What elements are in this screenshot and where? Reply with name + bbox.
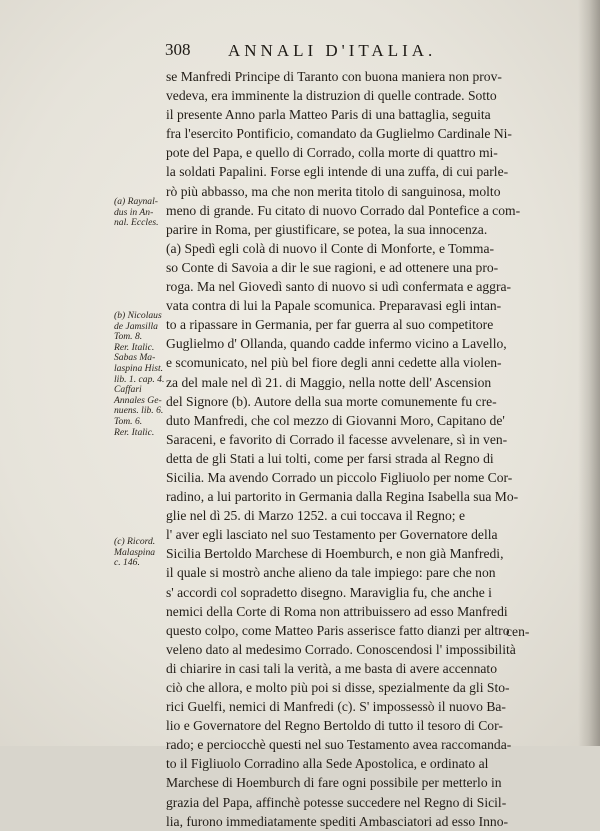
margin-note-c xyxy=(114,537,155,569)
page-spine-shadow xyxy=(578,0,600,746)
text-line: il quale si mostrò anche alieno da tale impiego: pare che non xyxy=(166,565,496,581)
margin-note-line: (b) Nicolaus xyxy=(114,310,162,321)
text-line: fra l'esercito Pontificio, comandato da Guglielmo Cardinale Ni- xyxy=(166,126,512,142)
margin-note-line: laspina Hist. xyxy=(114,362,164,374)
margin-note-line: (c) Ricord. xyxy=(114,536,156,547)
text-line: (a) Spedì egli colà di nuovo il Conte di Monforte, e Tomma- xyxy=(166,240,495,256)
text-line: l' aver egli lasciato nel suo Testamento per Governatore della xyxy=(166,527,498,543)
margin-note-line: lib. 1. cap. 4. xyxy=(114,373,165,385)
catchword: cen- xyxy=(506,624,530,639)
running-title: ANNALI D'ITALIA. xyxy=(228,41,437,60)
text-line: questo colpo, come Matteo Paris asserisce fatto dianzi per altro xyxy=(166,622,510,638)
text-line: grazia del Papa, affinchè potesse succedere nel Regno di Sicil- xyxy=(166,794,507,810)
margin-note-line: dus in An- xyxy=(114,206,154,218)
margin-note-line: (a) Raynal- xyxy=(114,196,158,207)
text-line: rò più abbasso, ma che non merita titolo di sanguinosa, molto xyxy=(166,183,501,199)
page-number: 308 xyxy=(165,40,191,59)
text-line: duto Manfredi, che col mezzo di Giovanni Moro, Capitano de' xyxy=(166,412,505,428)
text-line: so Conte di Savoia a dir le sue ragioni, e ad ottenere una pro- xyxy=(166,259,499,275)
text-line: se Manfredi Principe di Taranto con buona maniera non prov- xyxy=(166,69,502,84)
text-line: il presente Anno parla Matteo Paris di una battaglia, seguita xyxy=(166,107,491,123)
margin-note-line: de Jamsilla xyxy=(114,320,158,332)
margin-note-b xyxy=(114,311,164,438)
text-line: detta de gli Stati a lui tolti, come per farsi strada al Regno di xyxy=(166,450,494,466)
page-header xyxy=(0,40,600,64)
text-line: Guglielmo d' Ollanda, quando cadde infermo vicino a Lavello, xyxy=(166,336,507,352)
text-line: rado; e perciocchè questi nel suo Testamento avea raccomanda- xyxy=(166,737,512,753)
text-line: ciò che allora, e molto più poi si disse, spezialmente da gli Sto- xyxy=(166,680,510,695)
text-line: Saraceni, e favorito di Corrado il facesse avvelenare, sì in ven- xyxy=(166,431,508,447)
margin-note-line: Malaspina xyxy=(114,546,156,558)
text-line: Sicilia Bertoldo Marchese di Hoemburch, e non già Manfredi, xyxy=(166,546,504,562)
text-line: lia, furono immediatamente spediti Ambasciatori ad esso Inno- xyxy=(166,813,509,829)
margin-note-a xyxy=(114,197,159,229)
margin-note-line: Sabas Ma- xyxy=(114,352,156,364)
text-line: nemici della Corte di Roma non attribuissero ad esso Manfredi xyxy=(166,603,508,619)
text-line: e scomunicato, nel più bel fiore degli anni cedette alla violen- xyxy=(166,355,502,371)
text-line: Sicilia. Ma avendo Corrado un piccolo Figliuolo per nome Cor- xyxy=(166,469,513,485)
text-line: parire in Roma, per giustificare, se potea, la sua innocenza. xyxy=(166,221,488,237)
margin-note-line: Tom. 6. xyxy=(114,415,143,427)
margin-note-line: nal. Eccles. xyxy=(114,217,159,229)
text-line: glie nel dì 25. di Marzo 1252. a cui toccava il Regno; e xyxy=(166,508,465,524)
body-text xyxy=(166,67,556,831)
text-line: s' accordi col sopradetto disegno. Maraviglia fu, che anche i xyxy=(166,584,492,600)
text-line: di chiarire in casi tali la verità, a me basta di avere accennato xyxy=(166,660,497,676)
margin-note-line: Rer. Italic. xyxy=(114,426,155,438)
text-line: to il Figliuolo Corradino alla Sede Apostolica, e ordinato al xyxy=(166,756,489,772)
margin-note-line: Tom. 8. xyxy=(114,331,143,343)
text-line: vata contra di lui la Papale scomunica. Preparavasi egli intan- xyxy=(166,298,502,314)
text-line: vedeva, era imminente la distruzion di quelle contrade. Sotto xyxy=(166,88,497,104)
margin-note-line: Caffari xyxy=(114,384,142,396)
text-line: radino, a lui partorito in Germania dalla Regina Isabella sua Mo- xyxy=(166,489,519,505)
margin-note-line: Annales Ge- xyxy=(114,394,162,406)
margin-note-line: Rer. Italic. xyxy=(114,341,155,353)
text-line: za del male nel dì 21. di Maggio, nella notte dell' Ascension xyxy=(166,374,492,390)
margin-note-line: nuens. lib. 6. xyxy=(114,405,164,417)
text-line: del Signore (b). Autore della sua morte comunemente fu cre- xyxy=(166,393,497,409)
margin-note-line: c. 146. xyxy=(114,557,140,569)
text-line: rici Guelfi, nemici di Manfredi (c). S' impossessò il nuovo Ba- xyxy=(166,699,506,715)
text-line: pote del Papa, e quello di Corrado, colla morte di quattro mi- xyxy=(166,145,498,161)
text-line: meno di grande. Fu citato di nuovo Corrado dal Pontefice a com- xyxy=(166,202,521,218)
text-line: lio e Governatore del Regno Bertoldo di tutto il tesoro di Cor- xyxy=(166,718,503,734)
text-line: la soldati Papalini. Forse egli intende di una zuffa, di cui parle- xyxy=(166,164,509,180)
text-line: to a ripassare in Germania, per far guerra al suo competitore xyxy=(166,317,494,333)
text-line: veleno dato al medesimo Corrado. Conoscendosi l' impossibilità xyxy=(166,641,516,657)
text-line: roga. Ma nel Giovedì santo di nuovo si udì confermata e aggra- xyxy=(166,279,512,295)
text-line: Marchese di Hoemburch di fare ogni possibile per metterlo in xyxy=(166,775,502,791)
